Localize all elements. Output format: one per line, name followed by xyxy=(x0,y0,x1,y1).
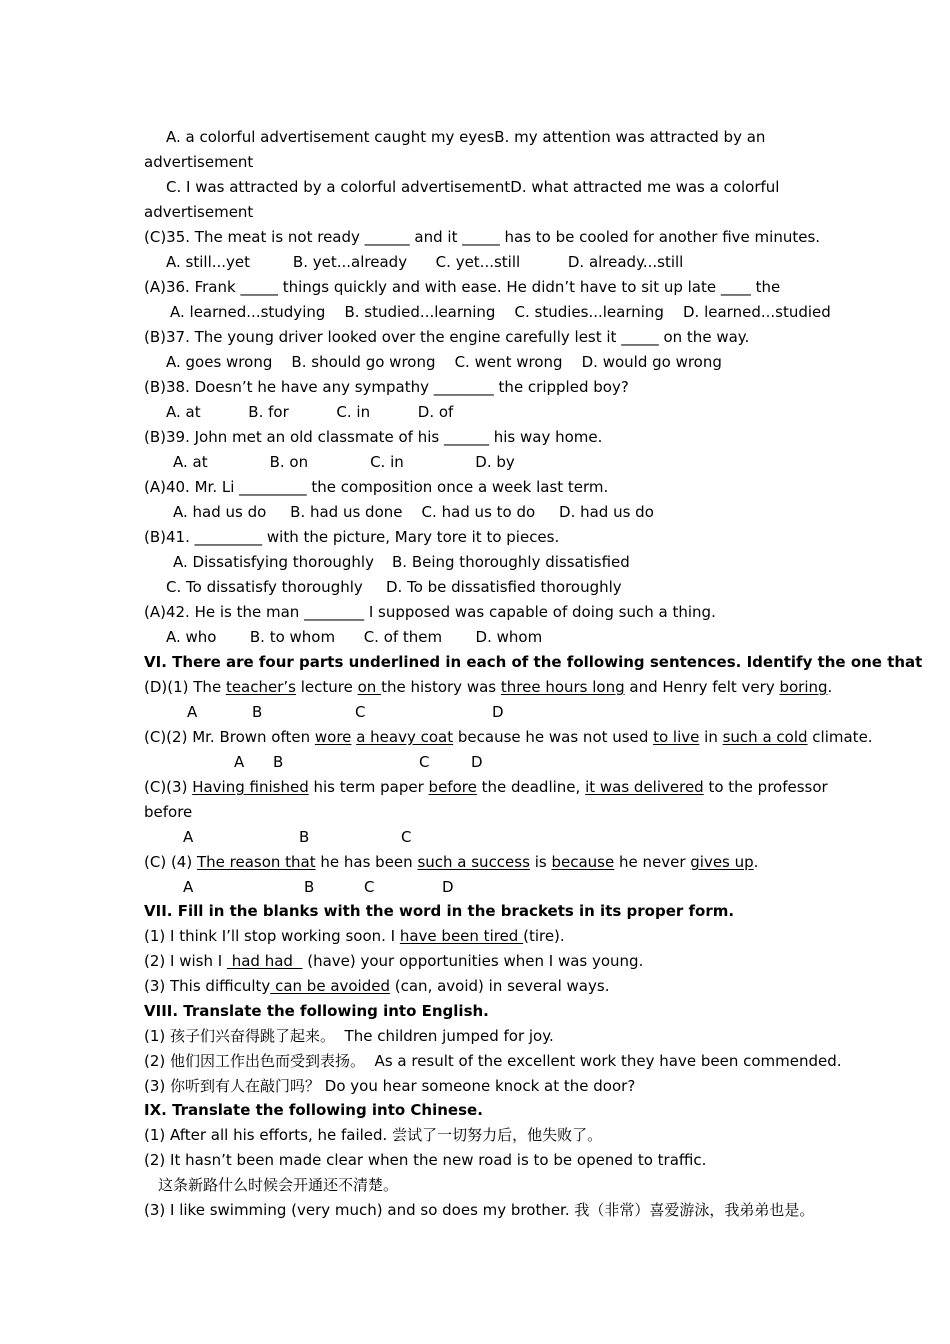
q41-stem: (B)41. _________ with the picture, Mary tore it to pieces. xyxy=(144,528,560,546)
sec6-sentence-1: (D)(1) The teacher’s lecture on the history was three hours long and Henry felt very boring. xyxy=(144,678,833,696)
q40-stem: (A)40. Mr. Li _________ the composition once a week last term. xyxy=(144,478,609,496)
sec7-line-1: (1) I think I’ll stop working soon. I have been tired (tire). xyxy=(144,927,565,945)
q42-options: A. who B. to whom C. of them D. whom xyxy=(166,628,543,646)
q41-option-d: D. To be dissatisfied thoroughly xyxy=(386,578,622,596)
s4-part-b: such a success xyxy=(417,853,530,871)
q34-options-line1 xyxy=(166,127,765,147)
sec8-line-1: (1) 孩子们兴奋得跳了起来。 The children jumped for joy. xyxy=(144,1027,554,1045)
sec6-sentence-2: (C)(2) Mr. Brown often wore a heavy coat because he was not used to live in such a cold climate. xyxy=(144,728,873,746)
s4-part-c: because xyxy=(551,853,615,871)
s3-part-b: before xyxy=(428,778,477,796)
sec9-line-1: (1) After all his efforts, he failed. 尝试了一切努力后，他失败了。 xyxy=(144,1126,603,1144)
q39-stem: (B)39. John met an old classmate of his ______ his way home. xyxy=(144,428,603,446)
q34-option-d-cont: advertisement xyxy=(144,203,254,221)
q41-option-b: B. Being thoroughly dissatisfied xyxy=(392,553,630,571)
section-7-heading: VII. Fill in the blanks with the word in the brackets in its proper form. xyxy=(144,902,735,920)
q34-option-d: D. what attracted me was a colorful xyxy=(510,178,780,196)
sec9-line-2-translation: 这条新路什么时候会开通还不清楚。 xyxy=(158,1176,399,1194)
s3-label-c: C xyxy=(401,828,412,846)
s2-label-a: A xyxy=(234,753,245,771)
sec8-line-2: (2) 他们因工作出色而受到表扬。 As a result of the excellent work they have been commended. xyxy=(144,1052,842,1070)
s4-label-c: C xyxy=(364,878,375,896)
s1-label-a: A xyxy=(187,703,198,721)
q38-stem: (B)38. Doesn’t he have any sympathy ________ the crippled boy? xyxy=(144,378,629,396)
q35-options: A. still...yet B. yet...already C. yet...still D. already...still xyxy=(166,253,684,271)
q34-option-b: B. my attention was attracted by an xyxy=(494,128,766,146)
s2-part-a: wore xyxy=(314,728,352,746)
q35-stem: (C)35. The meat is not ready ______ and it _____ has to be cooled for another five minutes. xyxy=(144,228,821,246)
s2-part-b: a heavy coat xyxy=(356,728,454,746)
s3-continuation: before xyxy=(144,803,193,821)
s1-part-d: boring xyxy=(779,678,828,696)
s4-part-a: The reason that xyxy=(196,853,316,871)
q40-options: A. had us do B. had us done C. had us to do D. had us do xyxy=(173,503,654,521)
s4-part-d: gives up xyxy=(690,853,754,871)
s1-part-a: teacher’s xyxy=(225,678,296,696)
s2-label-d: D xyxy=(471,753,483,771)
sec7-answer-3: can be avoided xyxy=(270,977,390,995)
s1-label-c: C xyxy=(355,703,366,721)
s2-part-c: to live xyxy=(653,728,700,746)
q36-stem: (A)36. Frank _____ things quickly and with ease. He didn’t have to sit up late ____ the xyxy=(144,278,781,296)
s4-label-d: D xyxy=(442,878,454,896)
q34-options-line2 xyxy=(166,177,779,197)
q41-option-a: A. Dissatisfying thoroughly xyxy=(173,553,374,571)
s2-label-b: B xyxy=(273,753,284,771)
q37-stem: (B)37. The young driver looked over the engine carefully lest it _____ on the way. xyxy=(144,328,750,346)
s1-label-d: D xyxy=(492,703,504,721)
q34-option-a: A. a colorful advertisement caught my eyes xyxy=(166,128,495,146)
q38-options: A. at B. for C. in D. of xyxy=(166,403,454,421)
section-6-heading: VI. There are four parts underlined in each of the following sentences. Identify the one that xyxy=(144,653,923,671)
sec9-line-3: (3) I like swimming (very much) and so does my brother. 我（非常）喜爱游泳，我弟弟也是。 xyxy=(144,1201,815,1219)
sec6-sentence-4: (C) (4) The reason that he has been such a success is because he never gives up. xyxy=(144,853,759,871)
s4-label-b: B xyxy=(304,878,315,896)
sec7-answer-1: have been tired xyxy=(399,927,524,945)
q42-stem: (A)42. He is the man ________ I supposed was capable of doing such a thing. xyxy=(144,603,716,621)
sec6-sentence-3: (C)(3) Having finished his term paper before the deadline, it was delivered to the professor xyxy=(144,778,828,796)
sec9-line-2: (2) It hasn’t been made clear when the new road is to be opened to traffic. xyxy=(144,1151,707,1169)
section-8-heading: VIII. Translate the following into English. xyxy=(144,1002,489,1020)
s1-part-b: on xyxy=(357,678,382,696)
sec7-line-3: (3) This difficulty can be avoided (can, avoid) in several ways. xyxy=(144,977,610,995)
s2-label-c: C xyxy=(419,753,430,771)
s1-label-b: B xyxy=(252,703,263,721)
section-9-heading: IX. Translate the following into Chinese. xyxy=(144,1101,483,1119)
q41-option-c: C. To dissatisfy thoroughly xyxy=(166,578,363,596)
s4-label-a: A xyxy=(183,878,194,896)
s3-label-a: A xyxy=(183,828,194,846)
q39-options: A. at B. on C. in D. by xyxy=(173,453,515,471)
sec7-answer-2: had had xyxy=(226,952,303,970)
s3-part-c: it was delivered xyxy=(585,778,704,796)
q37-options: A. goes wrong B. should go wrong C. went wrong D. would go wrong xyxy=(166,353,722,371)
q34-option-b-cont: advertisement xyxy=(144,153,254,171)
sec8-line-3: (3) 你听到有人在敲门吗？ Do you hear someone knock at the door? xyxy=(144,1077,636,1095)
s3-part-a: Having finished xyxy=(192,778,309,796)
s3-label-b: B xyxy=(299,828,310,846)
s1-part-c: three hours long xyxy=(500,678,625,696)
sec7-line-2: (2) I wish I had had (have) your opportunities when I was young. xyxy=(144,952,644,970)
s2-part-d: such a cold xyxy=(722,728,808,746)
q36-options: A. learned...studying B. studied...learning C. studies...learning D. learned...studied xyxy=(170,303,831,321)
q34-option-c: C. I was attracted by a colorful advertisement xyxy=(166,178,511,196)
